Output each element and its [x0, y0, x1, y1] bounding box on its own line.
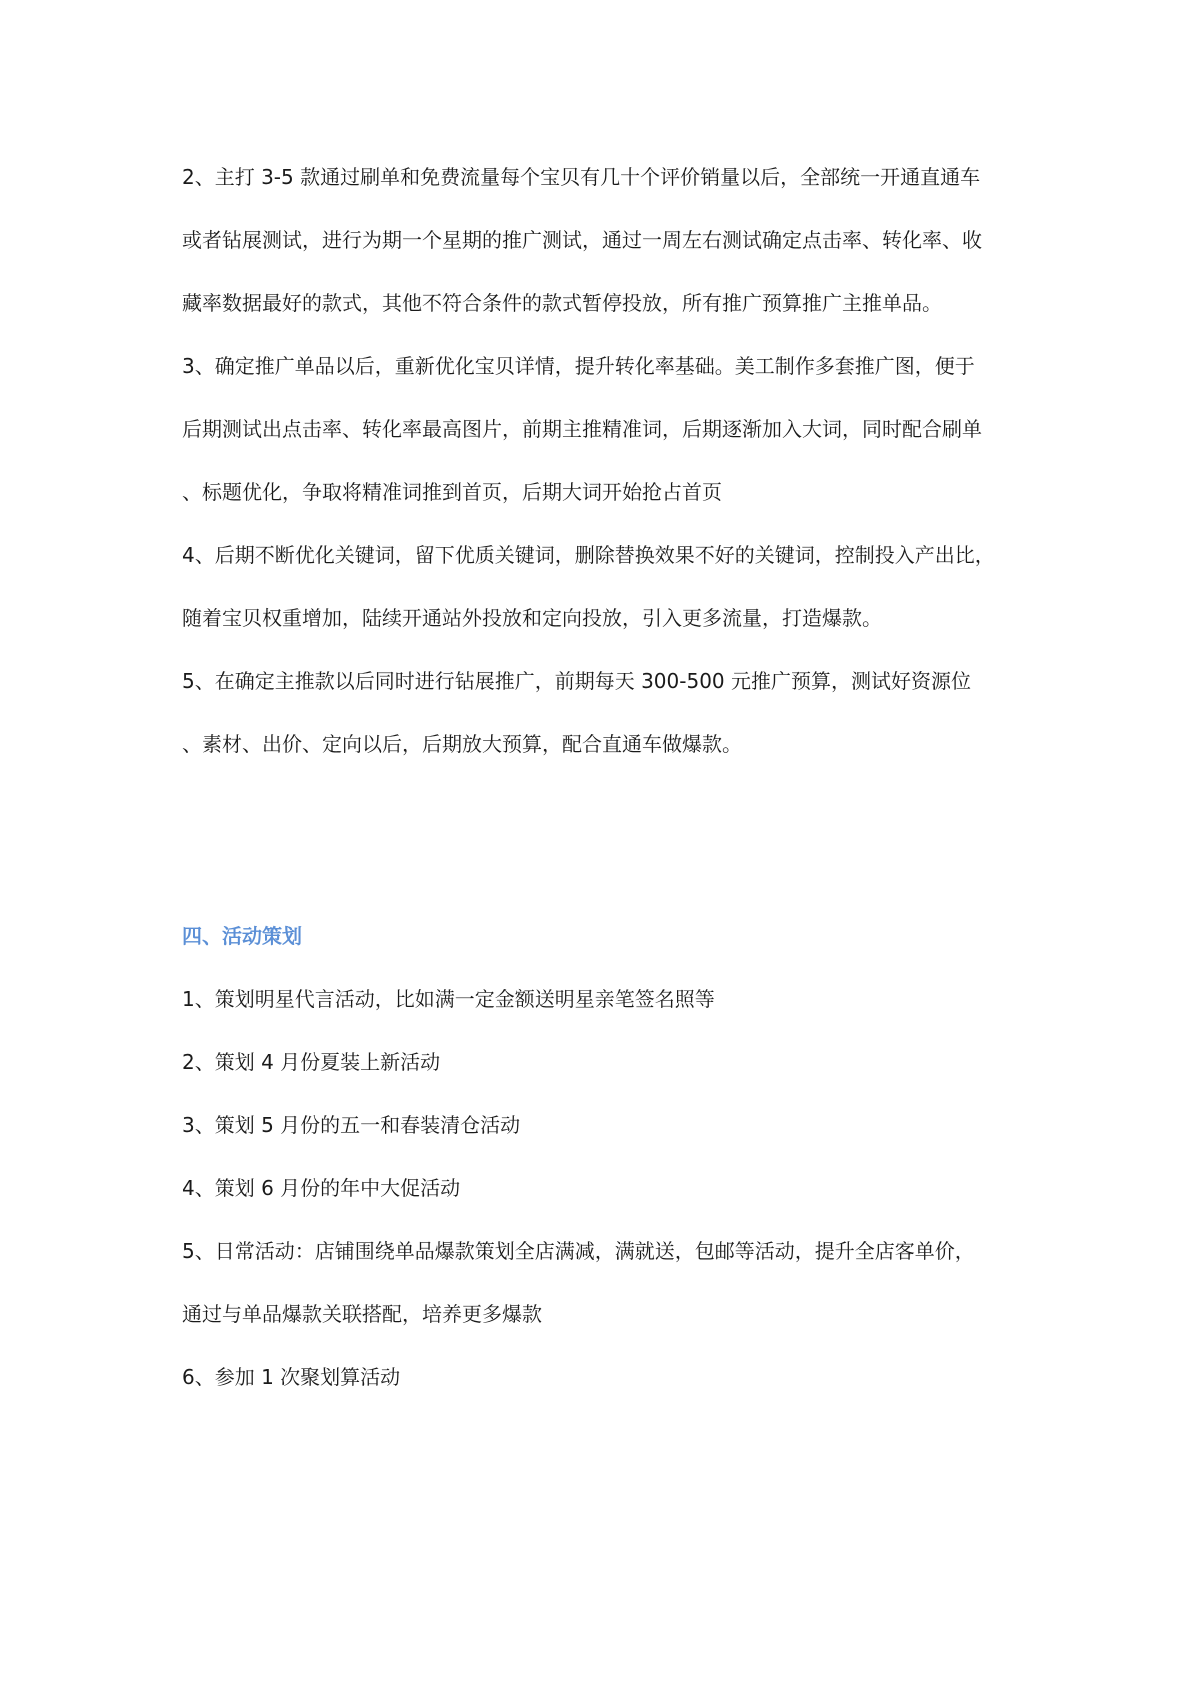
paragraph-line: 随着宝贝权重增加，陆续开通站外投放和定向投放，引入更多流量，打造爆款。	[182, 606, 882, 630]
paragraph-line: 或者钻展测试，进行为期一个星期的推广测试，通过一周左右测试确定点击率、转化率、收	[182, 228, 982, 252]
list-item: 5、日常活动：店铺围绕单品爆款策划全店满减，满就送，包邮等活动，提升全店客单价，	[182, 1239, 975, 1263]
list-item: 通过与单品爆款关联搭配，培养更多爆款	[182, 1302, 542, 1326]
list-item: 2、策划 4 月份夏装上新活动	[182, 1050, 441, 1074]
paragraph-line: 、素材、出价、定向以后，后期放大预算，配合直通车做爆款。	[182, 732, 742, 756]
paragraph-line: 、标题优化，争取将精准词推到首页，后期大词开始抢占首页	[182, 480, 722, 504]
list-item: 4、策划 6 月份的年中大促活动	[182, 1176, 461, 1200]
paragraph-line: 4、后期不断优化关键词，留下优质关键词，删除替换效果不好的关键词，控制投入产出比，	[182, 543, 995, 567]
paragraph-line: 藏率数据最好的款式，其他不符合条件的款式暂停投放，所有推广预算推广主推单品。	[182, 291, 942, 315]
paragraph-line: 后期测试出点击率、转化率最高图片，前期主推精准词，后期逐渐加入大词，同时配合刷单	[182, 417, 982, 441]
list-item: 1、策划明星代言活动，比如满一定金额送明星亲笔签名照等	[182, 987, 715, 1011]
section-heading: 四、活动策划	[182, 924, 302, 948]
list-item: 3、策划 5 月份的五一和春装清仓活动	[182, 1113, 521, 1137]
list-item: 6、参加 1 次聚划算活动	[182, 1365, 401, 1389]
paragraph-line: 5、在确定主推款以后同时进行钻展推广，前期每天 300-500 元推广预算，测试好资源位	[182, 669, 972, 693]
paragraph-line: 3、确定推广单品以后，重新优化宝贝详情，提升转化率基础。美工制作多套推广图，便于	[182, 354, 975, 378]
paragraph-line: 2、主打 3-5 款通过刷单和免费流量每个宝贝有几十个评价销量以后，全部统一开通直通车	[182, 165, 981, 189]
